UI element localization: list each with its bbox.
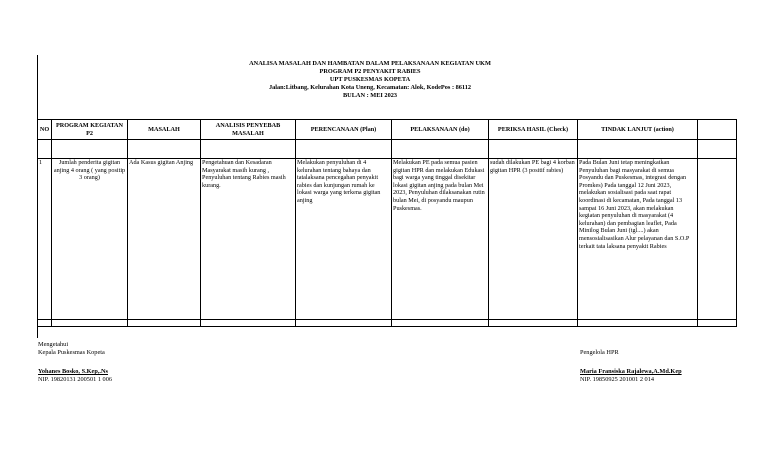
sig-right-role: Pengelola HPR [580,349,619,356]
signature-right-name-block [580,368,682,384]
header-puskesmas: UPT PUSKESMAS KOPETA [329,76,411,83]
col-header-no: NO [38,120,52,140]
sig-right-name: Maria Fransiska Rajalewa,A.Md.Kep [580,368,682,375]
table-spacer-row [38,140,737,159]
cell-analisis: Pengetahuan dan Kesadaran Masyarakat masih kurang , Penyuluhan tentang Rabies masih kurang. [201,159,296,320]
col-header-periksa: PERIKSA HASIL (Check) [489,120,578,140]
sig-left-nip: NIP. 19820131 200501 1 006 [38,376,112,383]
header-program: PROGRAM P2 PENYAKIT RABIES [319,68,421,75]
cell-empty [698,159,737,320]
table-header-row [38,120,737,140]
cell-masalah: Ada Kasus gigitan Anjing [128,159,201,320]
col-header-empty [698,120,737,140]
analysis-table [37,119,737,327]
header-address: Jalan:Litbang, Kelurahan Kota Uneng, Kecamatan: Alok, KodePos : 86112 [268,84,472,91]
table-bottom-row [38,320,737,327]
sig-left-name: Yohanes Bosko, S.Kep,.Ns [38,368,108,375]
document-header [190,60,550,100]
sig-left-mengetahui: Mengetahui [38,341,69,348]
table-row [38,159,737,320]
col-header-analisis: ANALISIS PENYEBAB MASALAH [201,120,296,140]
sig-right-nip: NIP. 19850925 201001 2 014 [580,376,654,383]
col-header-pelaksanaan: PELAKSANAAN (do) [392,120,489,140]
col-header-tindak: TINDAK LANJUT (action) [578,120,698,140]
header-title: ANALISA MASALAH DAN HAMBATAN DALAM PELAKSANAAN KEGIATAN UKM [249,60,491,67]
cell-periksa: sudah dilakukan PE bagi 4 korban gigitan HPR (3 positif rabies) [489,159,578,320]
signature-right [580,349,619,357]
col-header-masalah: MASALAH [128,120,201,140]
col-header-perencanaan: PERENCANAAN (Plan) [296,120,392,140]
sig-left-role: Kepala Puskesmas Kopeta [38,349,105,356]
cell-perencanaan: Melakukan penyuluhan di 4 kelurahan tentang bahaya dan tatalaksana pencegahan penyakit rabies dan kunjungan rumah ke lokasi warga yang terkena gigitan anjing [296,159,392,320]
cell-tindak: Pada Bulan Juni tetap meningkatkan Penyuluhan bagi masyarakat di semua Posyandu dan Puskesmas, integrasi dengan Promkes) Pada tanggal 12 Juni 2023, melakukan sosialisasi pada saat rapat koordinasi di kecamatan, Pada tanggal 13 sampai 16 Juni 2023, akan melakukan kegiatan penyuluhan di masyarakat (4 kelurahan) dan pembagian leaflet, Pada Minilog Bulan Juni (tgl....) akan mensosialisasikan Alur pelayanan dan S.O.P terkait tata laksana penyakit Rabies [578,159,698,320]
cell-no: 1 [38,159,52,320]
cell-program: Jumlah penderita gigitan anjing 4 orang ( yang positip 3 orang) [52,159,128,320]
cell-pelaksanaan: Melakukan PE pada semua pasien gigitan HPR dan melakukan Edukasi bagi warga yang tinggal disekitar lokasi gigitan anjing pada bulan Mei 2023, Penyuluhan dilaksanakan rutin bulan Mei, di posyandu maupun Puskesmas. [392,159,489,320]
signature-left [38,341,105,357]
signature-left-name-block [38,368,112,384]
col-header-program: PROGRAM KEGIATAN P2 [52,120,128,140]
header-month: BULAN : MEI 2023 [342,92,398,99]
